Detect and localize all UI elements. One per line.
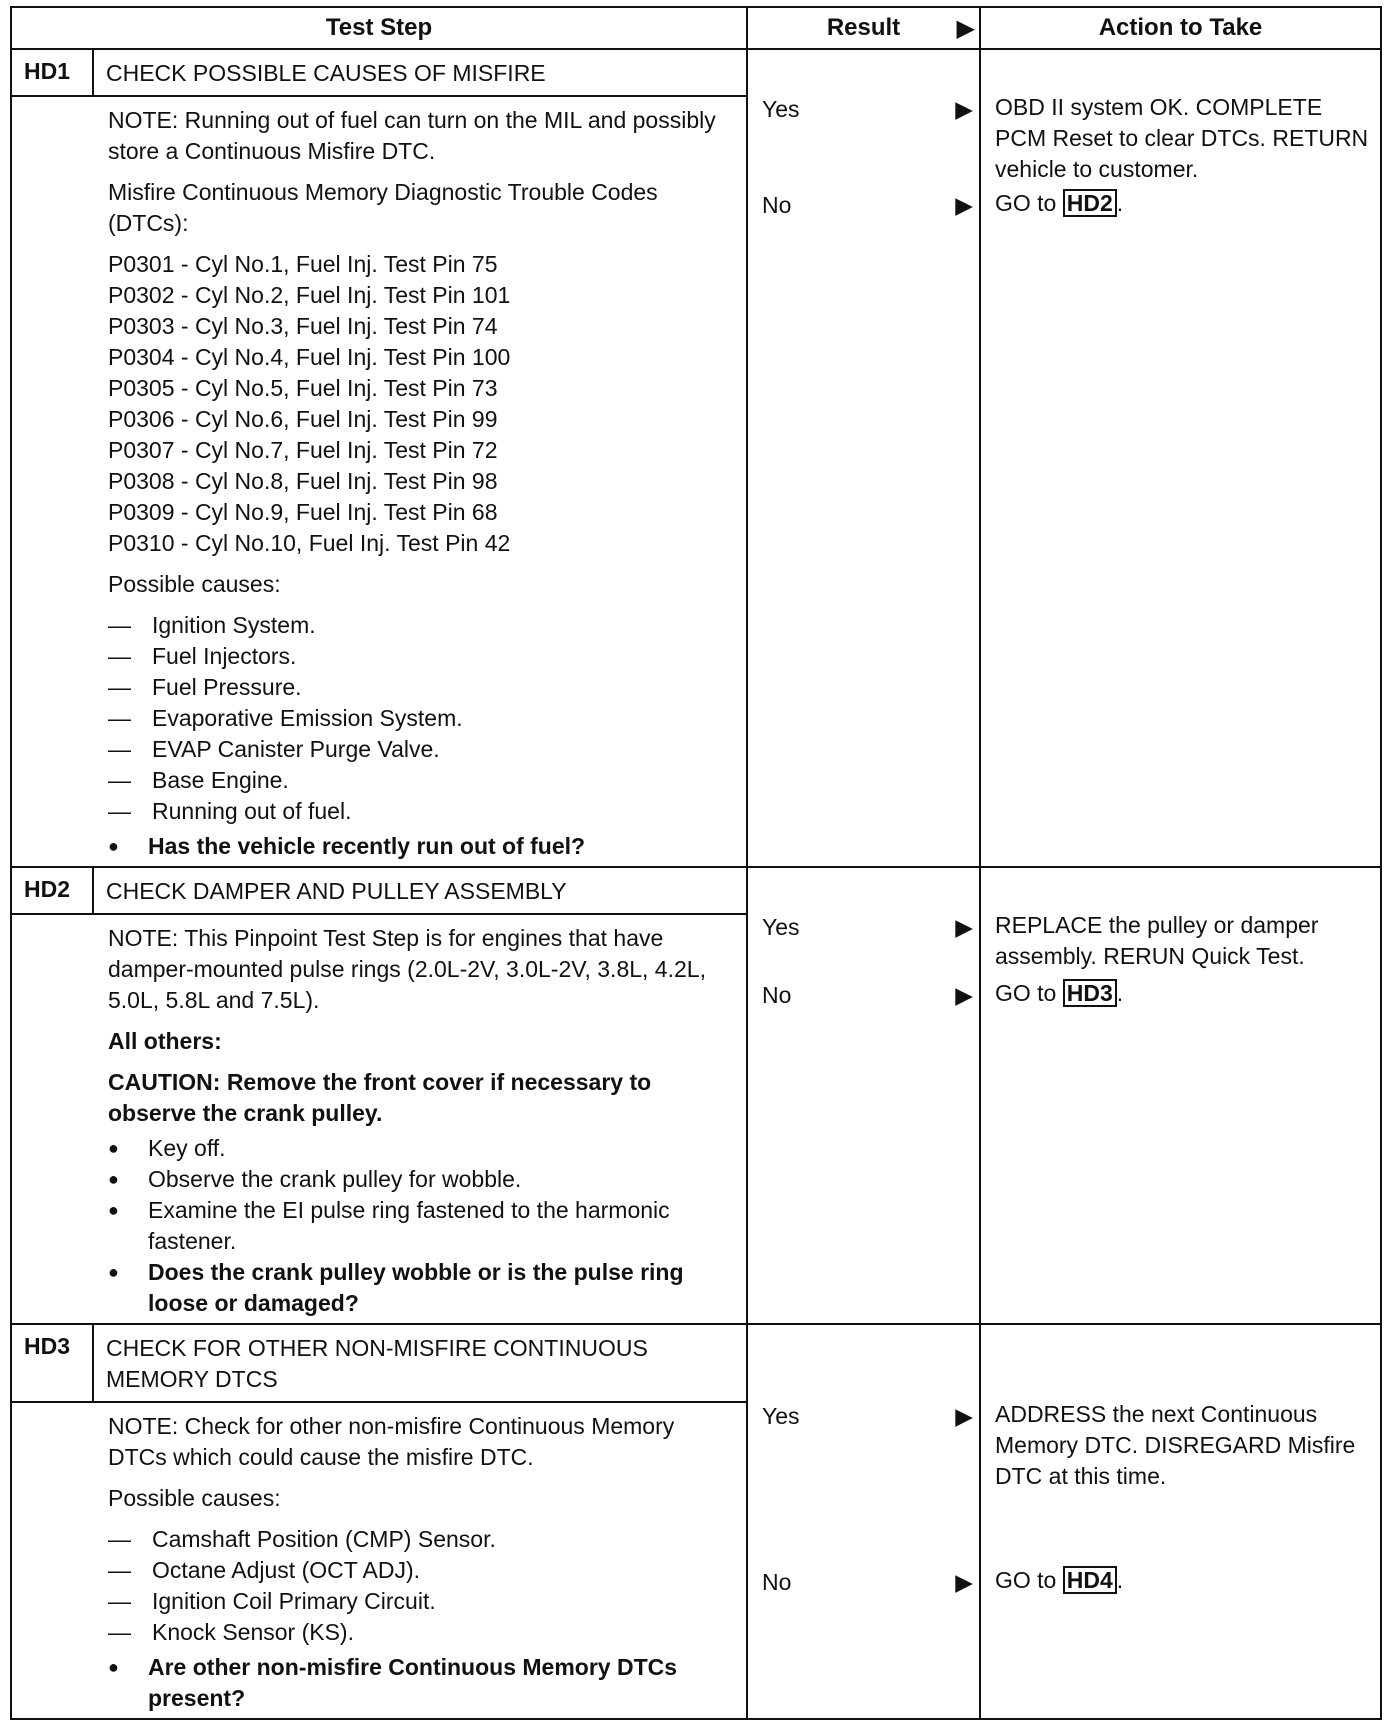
causes-label: Possible causes: bbox=[108, 1485, 281, 1511]
list-item: — Octane Adjust (OCT ADJ). bbox=[108, 1555, 726, 1586]
action-no bbox=[995, 188, 1370, 219]
table-row-hd2 bbox=[11, 867, 1381, 1324]
dtc-list bbox=[108, 249, 726, 559]
step-cell-hd3 bbox=[11, 1324, 747, 1719]
step-note: NOTE: This Pinpoint Test Step is for engines that have damper-mounted pulse rings (2.0L-2V, 3.0L-2V, 3.8L, 4.2L, 5.0L, 5.8L and 7.5L). bbox=[108, 925, 706, 1013]
goto-link-hd3[interactable]: HD3 bbox=[1063, 979, 1117, 1007]
header-action: Action to Take bbox=[980, 7, 1381, 49]
step-id: HD3 bbox=[12, 1325, 94, 1401]
table-row-hd3 bbox=[11, 1324, 1381, 1719]
right-arrow-icon: ▶ bbox=[956, 15, 975, 42]
step-note: NOTE: Check for other non-misfire Continuous Memory DTCs which could cause the misfire DTC. bbox=[108, 1413, 675, 1470]
list-item: P0301 - Cyl No.1, Fuel Inj. Test Pin 75 bbox=[108, 251, 498, 277]
action-cell-hd2 bbox=[980, 867, 1381, 1324]
goto-link-hd4[interactable]: HD4 bbox=[1063, 1566, 1117, 1594]
result-no bbox=[762, 1569, 973, 1596]
list-item: — Ignition System. bbox=[108, 610, 726, 641]
list-item: — Fuel Pressure. bbox=[108, 672, 726, 703]
action-no bbox=[995, 978, 1370, 1009]
header-result bbox=[747, 7, 980, 49]
result-cell-hd1 bbox=[747, 49, 980, 867]
goto-link-hd2[interactable]: HD2 bbox=[1063, 189, 1117, 217]
result-no bbox=[762, 192, 973, 219]
step-cell-hd2 bbox=[11, 867, 747, 1324]
right-arrow-icon: ▶ bbox=[955, 1569, 973, 1595]
table-header-row bbox=[11, 7, 1381, 49]
right-arrow-icon: ▶ bbox=[955, 96, 973, 122]
list-item: ● Examine the EI pulse ring fastened to the harmonic fastener. bbox=[108, 1195, 726, 1257]
list-item: — Fuel Injectors. bbox=[108, 641, 726, 672]
result-yes bbox=[762, 96, 973, 123]
step-body bbox=[12, 915, 746, 1323]
step-header bbox=[12, 1325, 746, 1403]
pinpoint-test-table bbox=[10, 6, 1382, 1720]
result-label: Yes bbox=[762, 1403, 800, 1429]
action-text: GO to bbox=[995, 1567, 1063, 1593]
list-item: P0304 - Cyl No.4, Fuel Inj. Test Pin 100 bbox=[108, 344, 511, 370]
action-no bbox=[995, 1565, 1370, 1596]
header-test-step: Test Step bbox=[11, 7, 747, 49]
result-label: No bbox=[762, 982, 792, 1008]
result-label: Yes bbox=[762, 914, 800, 940]
list-item: — Camshaft Position (CMP) Sensor. bbox=[108, 1524, 726, 1555]
right-arrow-icon: ▶ bbox=[955, 192, 973, 218]
step-body bbox=[12, 97, 746, 866]
step-cell-hd1 bbox=[11, 49, 747, 867]
list-item: P0310 - Cyl No.10, Fuel Inj. Test Pin 42 bbox=[108, 530, 511, 556]
action-text: . bbox=[1116, 190, 1124, 216]
step-id: HD2 bbox=[12, 868, 94, 913]
list-item: P0302 - Cyl No.2, Fuel Inj. Test Pin 101 bbox=[108, 282, 511, 308]
result-label: Yes bbox=[762, 96, 800, 122]
list-item: — Running out of fuel. bbox=[108, 796, 726, 827]
action-text: GO to bbox=[995, 980, 1063, 1006]
action-cell-hd1 bbox=[980, 49, 1381, 867]
list-item: ● Key off. bbox=[108, 1133, 726, 1164]
step-question: ● Are other non-misfire Continuous Memory DTCs present? bbox=[108, 1652, 726, 1714]
list-item: — Knock Sensor (KS). bbox=[108, 1617, 726, 1648]
step-others: All others: bbox=[108, 1028, 222, 1054]
result-yes bbox=[762, 1403, 973, 1430]
action-yes: REPLACE the pulley or damper assembly. RERUN Quick Test. bbox=[995, 912, 1319, 969]
causes-label: Possible causes: bbox=[108, 571, 281, 597]
step-title: CHECK DAMPER AND PULLEY ASSEMBLY bbox=[106, 878, 567, 904]
action-cell-hd3 bbox=[980, 1324, 1381, 1719]
list-item: ● Observe the crank pulley for wobble. bbox=[108, 1164, 726, 1195]
action-text: GO to bbox=[995, 190, 1063, 216]
list-item: P0305 - Cyl No.5, Fuel Inj. Test Pin 73 bbox=[108, 375, 498, 401]
list-item: P0306 - Cyl No.6, Fuel Inj. Test Pin 99 bbox=[108, 406, 498, 432]
causes-list bbox=[108, 1524, 726, 1648]
step-question: ● Has the vehicle recently run out of fuel? bbox=[108, 831, 726, 862]
result-no bbox=[762, 982, 973, 1009]
result-cell-hd2 bbox=[747, 867, 980, 1324]
list-item: P0307 - Cyl No.7, Fuel Inj. Test Pin 72 bbox=[108, 437, 498, 463]
table-row-hd1 bbox=[11, 49, 1381, 867]
list-item: — Base Engine. bbox=[108, 765, 726, 796]
step-id: HD1 bbox=[12, 50, 94, 95]
step-question: ● Does the crank pulley wobble or is the pulse ring loose or damaged? bbox=[108, 1257, 726, 1319]
list-item: P0303 - Cyl No.3, Fuel Inj. Test Pin 74 bbox=[108, 313, 498, 339]
step-header bbox=[12, 868, 746, 915]
step-caution: CAUTION: Remove the front cover if necessary to observe the crank pulley. bbox=[108, 1069, 652, 1126]
header-result-label: Result bbox=[826, 14, 901, 41]
step-body bbox=[12, 1403, 746, 1718]
action-yes: ADDRESS the next Continuous Memory DTC. DISREGARD Misfire DTC at this time. bbox=[995, 1401, 1356, 1489]
action-yes: OBD II system OK. COMPLETE PCM Reset to clear DTCs. RETURN vehicle to customer. bbox=[995, 94, 1369, 182]
result-label: No bbox=[762, 192, 792, 218]
step-note: NOTE: Running out of fuel can turn on the MIL and possibly store a Continuous Misfire DTC. bbox=[108, 107, 716, 164]
list-item: — EVAP Canister Purge Valve. bbox=[108, 734, 726, 765]
action-text: . bbox=[1116, 1567, 1124, 1593]
list-item: P0309 - Cyl No.9, Fuel Inj. Test Pin 68 bbox=[108, 499, 498, 525]
causes-list bbox=[108, 610, 726, 827]
result-label: No bbox=[762, 1569, 792, 1595]
list-item: P0308 - Cyl No.8, Fuel Inj. Test Pin 98 bbox=[108, 468, 498, 494]
result-cell-hd3 bbox=[747, 1324, 980, 1719]
result-yes bbox=[762, 914, 973, 941]
step-header bbox=[12, 50, 746, 97]
step-title: CHECK FOR OTHER NON-MISFIRE CONTINUOUS MEMORY DTCS bbox=[106, 1335, 648, 1392]
step-title: CHECK POSSIBLE CAUSES OF MISFIRE bbox=[106, 60, 546, 86]
action-text: . bbox=[1116, 980, 1124, 1006]
list-item: — Evaporative Emission System. bbox=[108, 703, 726, 734]
step-intro: Misfire Continuous Memory Diagnostic Trouble Codes (DTCs): bbox=[108, 179, 658, 236]
right-arrow-icon: ▶ bbox=[955, 914, 973, 940]
right-arrow-icon: ▶ bbox=[955, 982, 973, 1008]
list-item: — Ignition Coil Primary Circuit. bbox=[108, 1586, 726, 1617]
right-arrow-icon: ▶ bbox=[955, 1403, 973, 1429]
